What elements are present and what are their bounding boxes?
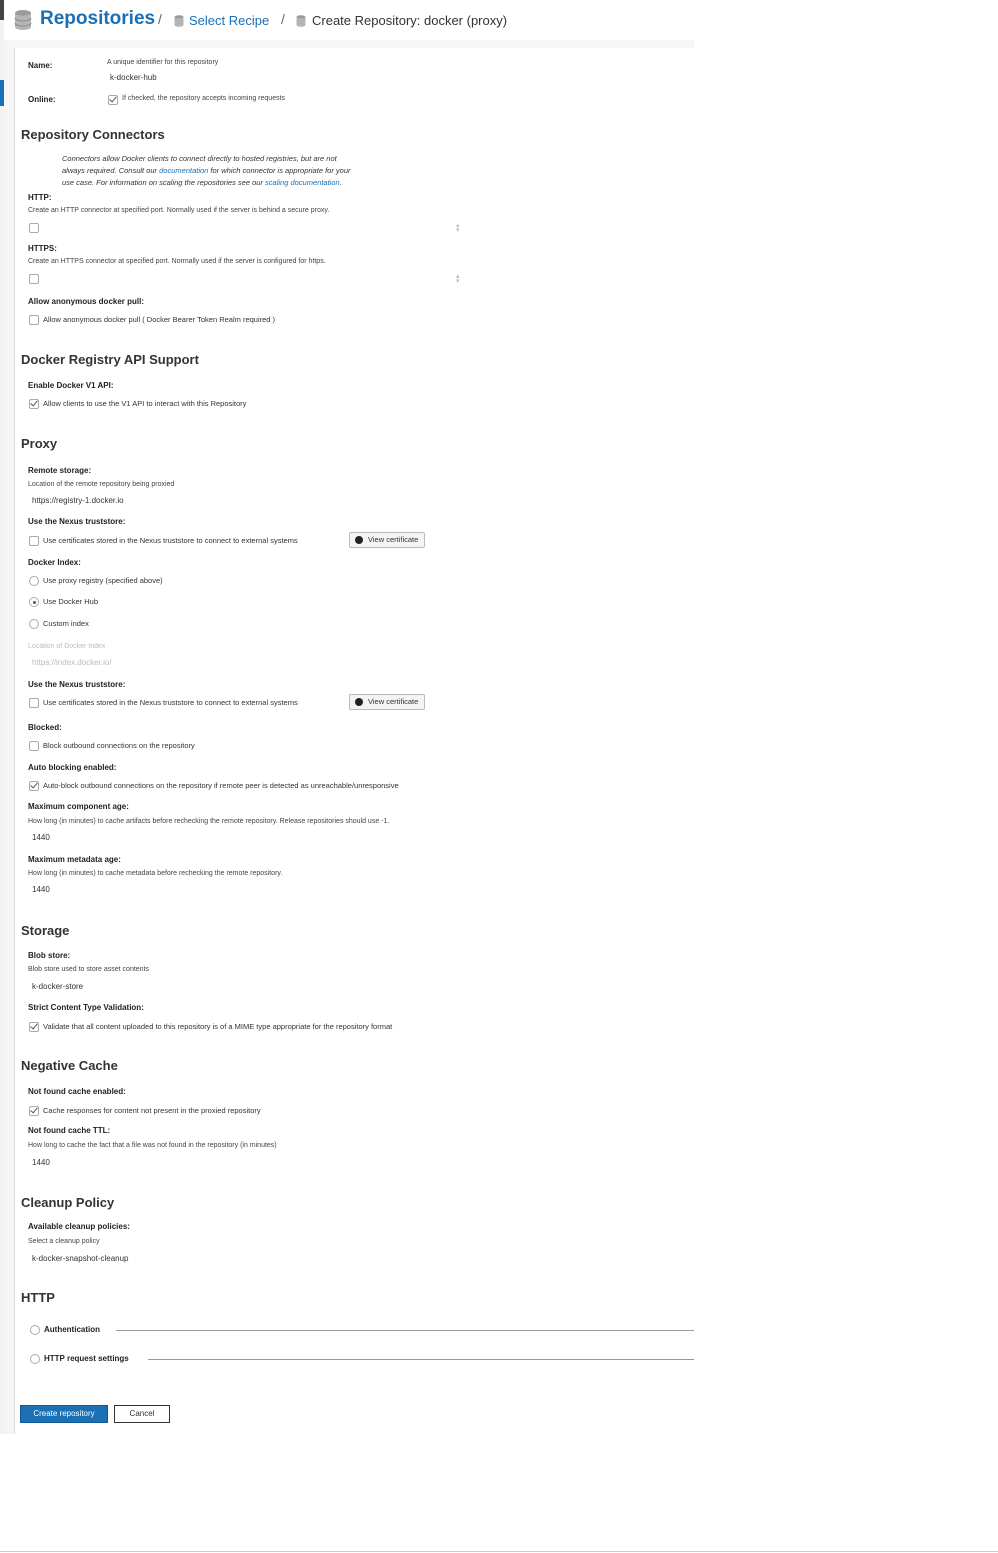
- not-found-ttl-help: How long to cache the fact that a file was not found in the repository (in minutes): [28, 1142, 277, 1149]
- scaling-documentation-link[interactable]: scaling documentation: [265, 178, 340, 187]
- section-heading-connectors: Repository Connectors: [21, 127, 165, 142]
- section-heading-storage: Storage: [21, 923, 70, 938]
- connectors-intro-line: Connectors allow Docker clients to connect directly to hosted registries, but are not: [62, 154, 337, 163]
- remote-storage-label: Remote storage:: [28, 466, 92, 475]
- online-checkbox-label: If checked, the repository accepts incoming requests: [122, 95, 286, 102]
- radio-custom-index-label: Custom index: [43, 619, 89, 628]
- cancel-button[interactable]: Cancel: [114, 1405, 170, 1423]
- max-metadata-age-input[interactable]: 1440: [32, 885, 50, 894]
- authentication-label[interactable]: Authentication: [44, 1325, 100, 1334]
- truststore-label-2: Use the Nexus truststore:: [28, 680, 126, 689]
- name-input[interactable]: k-docker-hub: [110, 73, 157, 82]
- section-heading-http: HTTP: [21, 1290, 55, 1305]
- https-connector-label: HTTPS:: [28, 244, 57, 253]
- intro-text: use case. For information on scaling the repositories see our: [62, 178, 266, 187]
- radio-docker-hub-label: Use Docker Hub: [43, 597, 99, 606]
- blocked-label: Blocked:: [28, 723, 62, 732]
- http-request-settings-label[interactable]: HTTP request settings: [44, 1354, 129, 1363]
- blob-store-help: Blob store used to store asset contents: [28, 966, 150, 973]
- anonymous-pull-checkbox[interactable]: [29, 315, 39, 325]
- anonymous-pull-checkbox-label: Allow anonymous docker pull ( Docker Bearer Token Realm required ): [43, 315, 276, 324]
- strict-validation-checkbox[interactable]: [29, 1022, 39, 1032]
- strict-validation-label: Strict Content Type Validation:: [28, 1003, 144, 1012]
- remote-storage-input[interactable]: https://registry-1.docker.io: [32, 496, 124, 505]
- certificate-icon: [355, 536, 363, 544]
- view-certificate-label: View certificate: [368, 697, 419, 706]
- not-found-cache-checkbox[interactable]: [29, 1106, 39, 1116]
- divider: [116, 1330, 694, 1331]
- radio-docker-hub[interactable]: [29, 597, 39, 607]
- cleanup-policies-help: Select a cleanup policy: [28, 1238, 100, 1245]
- view-certificate-label: View certificate: [368, 535, 419, 544]
- max-component-age-help: How long (in minutes) to cache artifacts before rechecking the remote repository. Release repositories should use -1.: [28, 818, 390, 825]
- blob-store-select[interactable]: k-docker-store: [32, 982, 84, 991]
- http-request-settings-toggle[interactable]: [30, 1354, 40, 1364]
- intro-text: for which connector is appropriate for your: [208, 166, 351, 175]
- radio-proxy-registry[interactable]: [29, 576, 39, 586]
- section-heading-cleanup: Cleanup Policy: [21, 1195, 115, 1210]
- radio-proxy-registry-label: Use proxy registry (specified above): [43, 576, 163, 585]
- certificate-icon: [355, 698, 363, 706]
- not-found-cache-label: Not found cache enabled:: [28, 1087, 126, 1096]
- online-label: Online:: [28, 95, 56, 104]
- blob-store-label: Blob store:: [28, 951, 71, 960]
- truststore-checkbox-2[interactable]: [29, 698, 39, 708]
- breadcrumb-current: Create Repository: docker (proxy): [312, 13, 508, 28]
- https-connector-help: Create an HTTPS connector at specified port. Normally used if the server is configured for https.: [28, 258, 326, 265]
- not-found-ttl-label: Not found cache TTL:: [28, 1126, 111, 1135]
- breadcrumb-select-recipe[interactable]: Select Recipe: [189, 13, 270, 28]
- truststore-checkbox-label-2: Use certificates stored in the Nexus truststore to connect to external systems: [43, 698, 298, 707]
- online-checkbox[interactable]: [108, 95, 118, 105]
- v1-api-checkbox-label: Allow clients to use the V1 API to interact with this Repository: [43, 399, 247, 408]
- docker-index-location-label: Location of Docker Index: [28, 643, 106, 650]
- docker-index-location-input[interactable]: https://index.docker.io/: [32, 658, 112, 667]
- not-found-ttl-input[interactable]: 1440: [32, 1158, 50, 1167]
- auto-blocking-checkbox[interactable]: [29, 781, 39, 791]
- truststore-checkbox-label: Use certificates stored in the Nexus truststore to connect to external systems: [43, 536, 298, 545]
- breadcrumb-root[interactable]: Repositories: [40, 8, 156, 29]
- strict-validation-checkbox-label: Validate that all content uploaded to this repository is of a MIME type appropriate for the repository format: [43, 1022, 393, 1031]
- create-repository-button[interactable]: Create repository: [20, 1405, 108, 1423]
- https-port-stepper[interactable]: ▴ ▾: [456, 273, 460, 285]
- http-connector-checkbox[interactable]: [29, 223, 39, 233]
- blocked-checkbox[interactable]: [29, 741, 39, 751]
- truststore-checkbox[interactable]: [29, 536, 39, 546]
- authentication-toggle[interactable]: [30, 1325, 40, 1335]
- database-icon: [296, 14, 306, 26]
- max-metadata-age-help: How long (in minutes) to cache metadata before rechecking the remote repository.: [28, 870, 283, 877]
- truststore-label: Use the Nexus truststore:: [28, 517, 126, 526]
- auto-blocking-checkbox-label: Auto-block outbound connections on the repository if remote peer is detected as unreachable/unresponsive: [43, 781, 399, 790]
- max-component-age-label: Maximum component age:: [28, 802, 129, 811]
- name-label: Name:: [28, 61, 53, 70]
- connectors-intro-line: [62, 177, 351, 189]
- section-heading-negative-cache: Negative Cache: [21, 1058, 118, 1073]
- max-metadata-age-label: Maximum metadata age:: [28, 855, 121, 864]
- connectors-intro: [62, 153, 351, 189]
- auto-blocking-label: Auto blocking enabled:: [28, 763, 117, 772]
- breadcrumb-separator: /: [281, 11, 285, 27]
- divider: [148, 1359, 694, 1360]
- v1-api-checkbox[interactable]: [29, 399, 39, 409]
- view-certificate-button-2[interactable]: [349, 694, 425, 710]
- http-port-stepper[interactable]: ▴ ▾: [456, 222, 460, 234]
- intro-text: .: [339, 178, 342, 187]
- http-connector-help: Create an HTTP connector at specified port. Normally used if the server is behind a secure proxy.: [28, 207, 330, 214]
- section-heading-proxy: Proxy: [21, 436, 58, 451]
- breadcrumb-separator: /: [158, 11, 162, 27]
- database-icon: [14, 9, 32, 31]
- radio-custom-index[interactable]: [29, 619, 39, 629]
- intro-text: always required. Consult our: [62, 166, 160, 175]
- window-bottom-border: [0, 1551, 998, 1552]
- documentation-link[interactable]: documentation: [159, 166, 209, 175]
- remote-storage-help: Location of the remote repository being proxied: [28, 481, 175, 488]
- view-certificate-button[interactable]: [349, 532, 425, 548]
- connectors-intro-line: [62, 165, 351, 177]
- v1-api-label: Enable Docker V1 API:: [28, 381, 114, 390]
- http-connector-label: HTTP:: [28, 193, 52, 202]
- not-found-cache-checkbox-label: Cache responses for content not present in the proxied repository: [43, 1106, 261, 1115]
- database-icon: [174, 14, 184, 26]
- https-connector-checkbox[interactable]: [29, 274, 39, 284]
- max-component-age-input[interactable]: 1440: [32, 833, 50, 842]
- blocked-checkbox-label: Block outbound connections on the repository: [43, 741, 195, 750]
- anonymous-pull-label: Allow anonymous docker pull:: [28, 297, 145, 306]
- section-heading-api: Docker Registry API Support: [21, 352, 199, 367]
- docker-index-label: Docker Index:: [28, 558, 81, 567]
- name-help: A unique identifier for this repository: [107, 59, 219, 66]
- cleanup-policy-select[interactable]: k-docker-snapshot-cleanup: [32, 1254, 129, 1263]
- cleanup-policies-label: Available cleanup policies:: [28, 1222, 130, 1231]
